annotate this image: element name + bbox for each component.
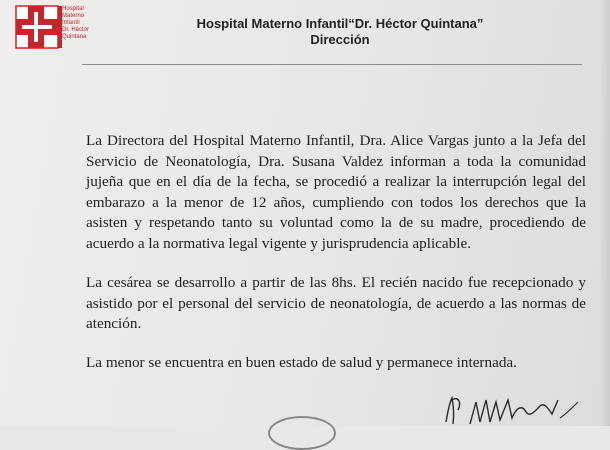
logo-line-2: Materno [62, 13, 85, 19]
logo-line-4: Dr. Héctor [62, 27, 90, 33]
official-seal [268, 416, 336, 450]
statement-paragraph-2: La cesárea se desarrollo a partir de las 8hs. El recién nacido fue recepcionado y asistido por el personal del servicio de neonatología, de acuerdo a las normas de atención. [86, 274, 586, 333]
logo-line-3: Infantil [62, 20, 80, 26]
letterhead-subtitle: Dirección [310, 32, 370, 47]
logo-line-5: Quintana [62, 34, 87, 40]
logo-text [62, 6, 102, 41]
statement-paragraph-1: La Directora del Hospital Materno Infantil, Dra. Alice Vargas junto a la Jefa del Servicio de Neonatología, Dra. Susana Valdez informan a toda la comunidad jujeña que en el día de la fecha, se procedió a realizar la interrupción legal del embarazo a la menor de 12 años, cumpliendo con todos los derechos que la asisten y respetando tanto su voluntad como la de su madre, procediendo de acuerdo a la normativa legal vigente y jurisprudencia aplicable. [86, 132, 586, 252]
logo-line-1: Hospital [62, 6, 84, 12]
handwritten-signature [436, 388, 596, 426]
page-edge-shadow [600, 0, 610, 426]
letterhead-title: Hospital Materno Infantil“Dr. Héctor Quintana” [196, 16, 484, 31]
header-divider [82, 64, 582, 65]
statement-paragraph-3: La menor se encuentra en buen estado de salud y permanece internada. [86, 354, 517, 372]
